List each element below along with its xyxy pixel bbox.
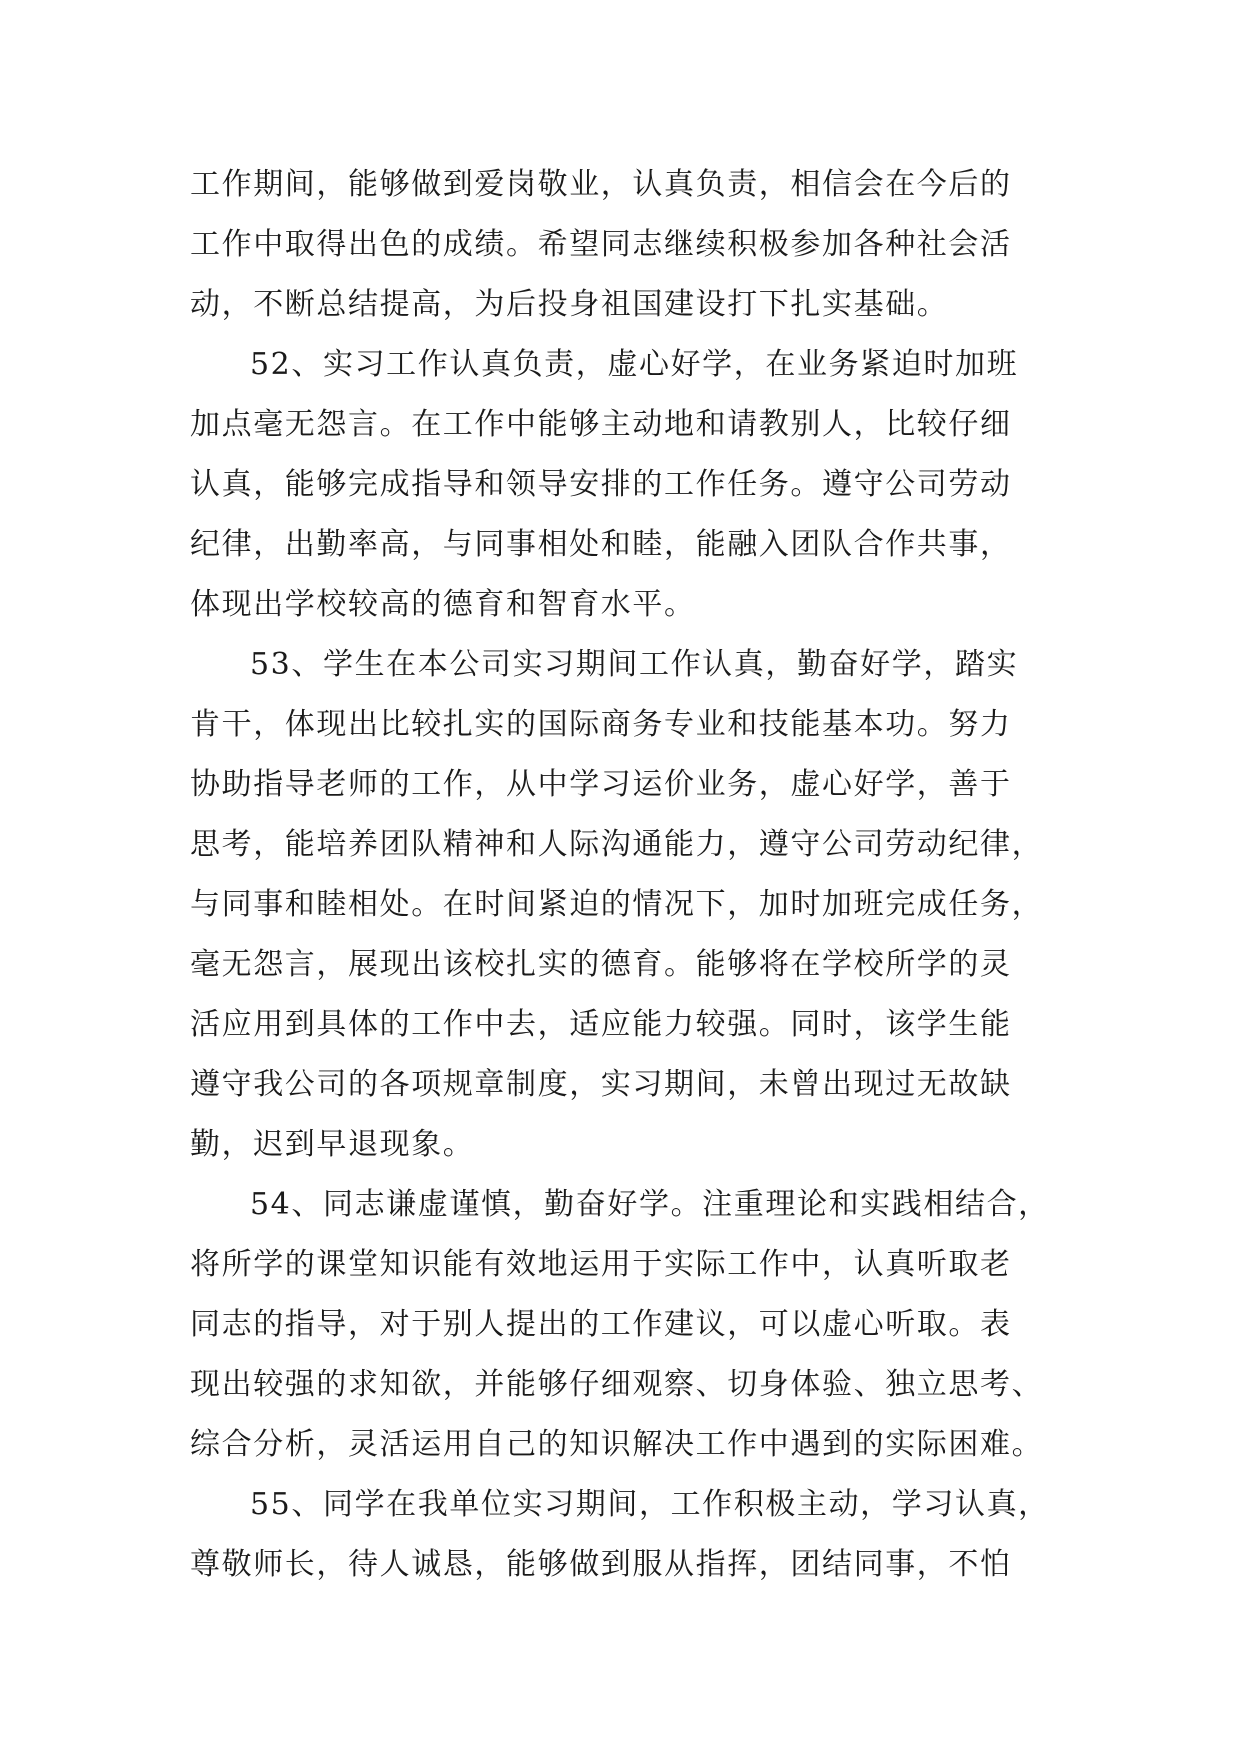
paragraph-53-line-5: 与同事和睦相处。在时间紧迫的情况下，加时加班完成任务，: [190, 887, 1044, 922]
paragraph-54-line-2: 将所学的课堂知识能有效地运用于实际工作中，认真听取老: [190, 1247, 1012, 1282]
paragraph-52-line-5: 体现出学校较高的德育和智育水平。: [190, 587, 696, 622]
paragraph-54-line-5: 综合分析，灵活运用自己的知识解决工作中遇到的实际困难。: [190, 1427, 1044, 1462]
paragraph-55-line-1: 55、同学在我单位实习期间，工作积极主动，学习认真，: [250, 1487, 1050, 1522]
paragraph-55-line-2: 尊敬师长，待人诚恳，能够做到服从指挥，团结同事，不怕: [190, 1547, 1012, 1582]
paragraph-54-line-1: 54、同志谦虚谨慎，勤奋好学。注重理论和实践相结合，: [250, 1187, 1050, 1222]
paragraph-53-line-1: 53、学生在本公司实习期间工作认真，勤奋好学，踏实: [250, 647, 1019, 682]
paragraph-52-line-3: 认真，能够完成指导和领导安排的工作任务。遵守公司劳动: [190, 467, 1012, 502]
paragraph-51-line-2: 工作中取得出色的成绩。希望同志继续积极参加各种社会活: [190, 227, 1012, 262]
paragraph-53-line-7: 活应用到具体的工作中去，适应能力较强。同时，该学生能: [190, 1007, 1012, 1042]
paragraph-54-line-3: 同志的指导，对于别人提出的工作建议，可以虚心听取。表: [190, 1307, 1012, 1342]
paragraph-54-line-4: 现出较强的求知欲，并能够仔细观察、切身体验、独立思考、: [190, 1367, 1044, 1402]
paragraph-53-line-3: 协助指导老师的工作，从中学习运价业务，虚心好学，善于: [190, 767, 1012, 802]
paragraph-52-line-4: 纪律，出勤率高，与同事相处和睦，能融入团队合作共事，: [190, 527, 1012, 562]
paragraph-51-line-1: 工作期间，能够做到爱岗敬业，认真负责，相信会在今后的: [190, 167, 1012, 202]
paragraph-52-line-2: 加点毫无怨言。在工作中能够主动地和请教别人，比较仔细: [190, 407, 1012, 442]
paragraph-53-line-8: 遵守我公司的各项规章制度，实习期间，未曾出现过无故缺: [190, 1067, 1012, 1102]
paragraph-53-line-9: 勤，迟到早退现象。: [190, 1127, 475, 1162]
paragraph-53-line-2: 肯干，体现出比较扎实的国际商务专业和技能基本功。努力: [190, 707, 1012, 742]
paragraph-51-line-3: 动，不断总结提高，为后投身祖国建设打下扎实基础。: [190, 287, 949, 322]
paragraph-52-line-1: 52、实习工作认真负责，虚心好学，在业务紧迫时加班: [250, 347, 1019, 382]
paragraph-53-line-4: 思考，能培养团队精神和人际沟通能力，遵守公司劳动纪律，: [190, 827, 1044, 862]
paragraph-53-line-6: 毫无怨言，展现出该校扎实的德育。能够将在学校所学的灵: [190, 947, 1012, 982]
